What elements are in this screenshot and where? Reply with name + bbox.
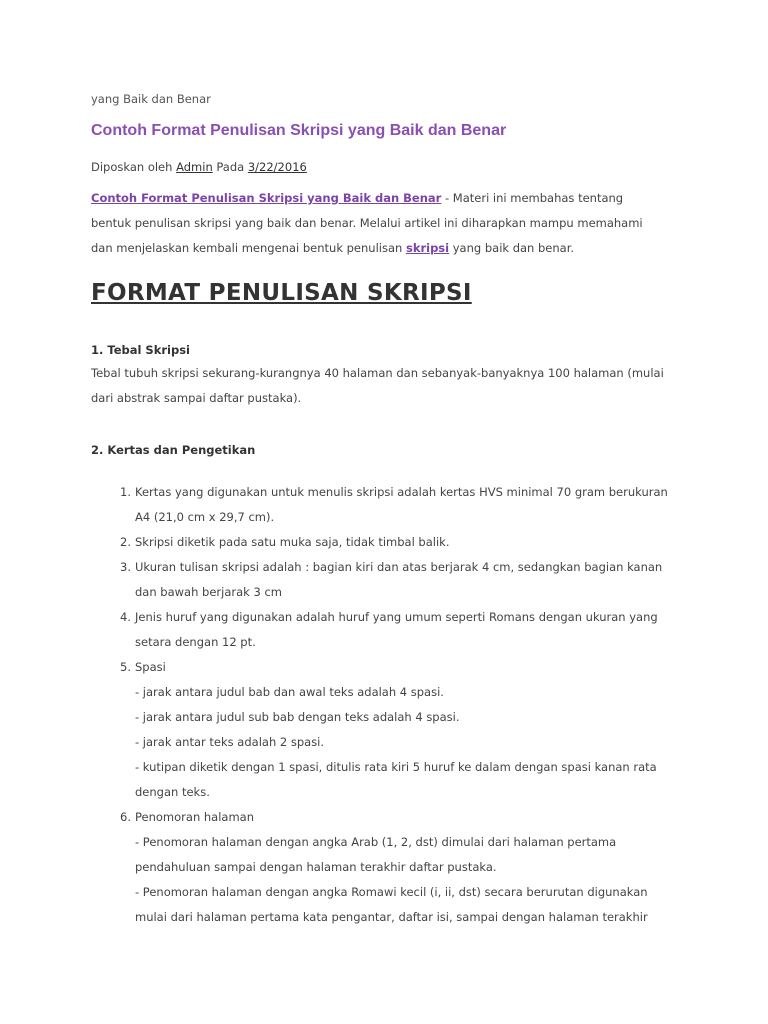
list-item-line: dan bawah berjarak 3 cm xyxy=(135,585,282,599)
list-item-line: - jarak antara judul sub bab dengan teks adalah 4 spasi. xyxy=(135,710,460,724)
posted-by-label: Diposkan oleh xyxy=(91,160,173,174)
date-link[interactable]: 3/22/2016 xyxy=(247,160,307,174)
list-item-line: Spasi xyxy=(135,660,166,674)
list-item-line: Jenis huruf yang digunakan adalah huruf yang umum seperti Romans dengan ukuran yang xyxy=(135,610,658,624)
list-item-number: 6. xyxy=(120,810,131,824)
list-item-line: mulai dari halaman pertama kata pengantar, daftar isi, sampai dengan halaman terakhir xyxy=(135,910,648,924)
list-item-number: 4. xyxy=(120,610,131,624)
list-item-number: 2. xyxy=(120,535,131,549)
list-item xyxy=(91,530,671,555)
list-item-number: 5. xyxy=(120,660,131,674)
post-title[interactable]: Contoh Format Penulisan Skripsi yang Baik dan Benar xyxy=(91,122,507,139)
intro-text: - Materi ini membahas tentang bentuk penulisan skripsi yang baik dan benar. Melalui artikel ini diharapkan mampu memahami dan menjelaskan kembali mengenai bentuk penulisan xyxy=(91,191,643,255)
subheading-tebal: 1. Tebal Skripsi xyxy=(91,343,190,357)
date-label: Pada xyxy=(216,160,245,174)
list-item xyxy=(91,805,671,930)
list-item-line: - Penomoran halaman dengan angka Arab (1, 2, dst) dimulai dari halaman pertama xyxy=(135,835,617,849)
list-item xyxy=(91,480,671,530)
list-item-line: - jarak antar teks adalah 2 spasi. xyxy=(135,735,325,749)
list-item xyxy=(91,655,671,805)
paragraph-tebal: Tebal tubuh skripsi sekurang-kurangnya 40 halaman dan sebanyak-banyaknya 100 halaman (mulai dari abstrak sampai daftar pustaka). xyxy=(91,366,664,405)
post-meta xyxy=(91,160,307,174)
breadcrumb: yang Baik dan Benar xyxy=(91,92,211,106)
section-heading: FORMAT PENULISAN SKRIPSI xyxy=(91,280,472,306)
intro-paragraph xyxy=(91,186,663,261)
list-item-line: - kutipan diketik dengan 1 spasi, ditulis rata kiri 5 huruf ke dalam dengan spasi kanan rata xyxy=(135,760,657,774)
list-item-number: 1. xyxy=(120,485,131,499)
author-link[interactable]: Admin xyxy=(176,160,213,174)
subheading-kertas: 2. Kertas dan Pengetikan xyxy=(91,443,256,457)
kertas-list xyxy=(91,480,671,930)
list-item-line: Kertas yang digunakan untuk menulis skripsi adalah kertas HVS minimal 70 gram berukuran xyxy=(135,485,668,499)
list-item-line: setara dengan 12 pt. xyxy=(135,635,256,649)
list-item xyxy=(91,555,671,605)
list-item-line: pendahuluan sampai dengan halaman terakhir daftar pustaka. xyxy=(135,860,497,874)
list-item-line: - jarak antara judul bab dan awal teks adalah 4 spasi. xyxy=(135,685,444,699)
list-item-line: - Penomoran halaman dengan angka Romawi kecil (i, ii, dst) secara berurutan digunakan xyxy=(135,885,648,899)
list-item-line: Penomoran halaman xyxy=(135,810,254,824)
intro-title-link[interactable]: Contoh Format Penulisan Skripsi yang Baik dan Benar xyxy=(91,191,442,205)
list-item-line: Skripsi diketik pada satu muka saja, tidak timbal balik. xyxy=(135,535,450,549)
list-item-line: A4 (21,0 cm x 29,7 cm). xyxy=(135,510,275,524)
list-item-line: dengan teks. xyxy=(135,785,210,799)
skripsi-link[interactable]: skripsi xyxy=(405,241,450,255)
list-item-line: Ukuran tulisan skripsi adalah : bagian kiri dan atas berjarak 4 cm, sedangkan bagian kanan xyxy=(135,560,663,574)
list-item xyxy=(91,605,671,655)
list-item-number: 3. xyxy=(120,560,131,574)
intro-text-end: yang baik dan benar. xyxy=(449,241,575,255)
